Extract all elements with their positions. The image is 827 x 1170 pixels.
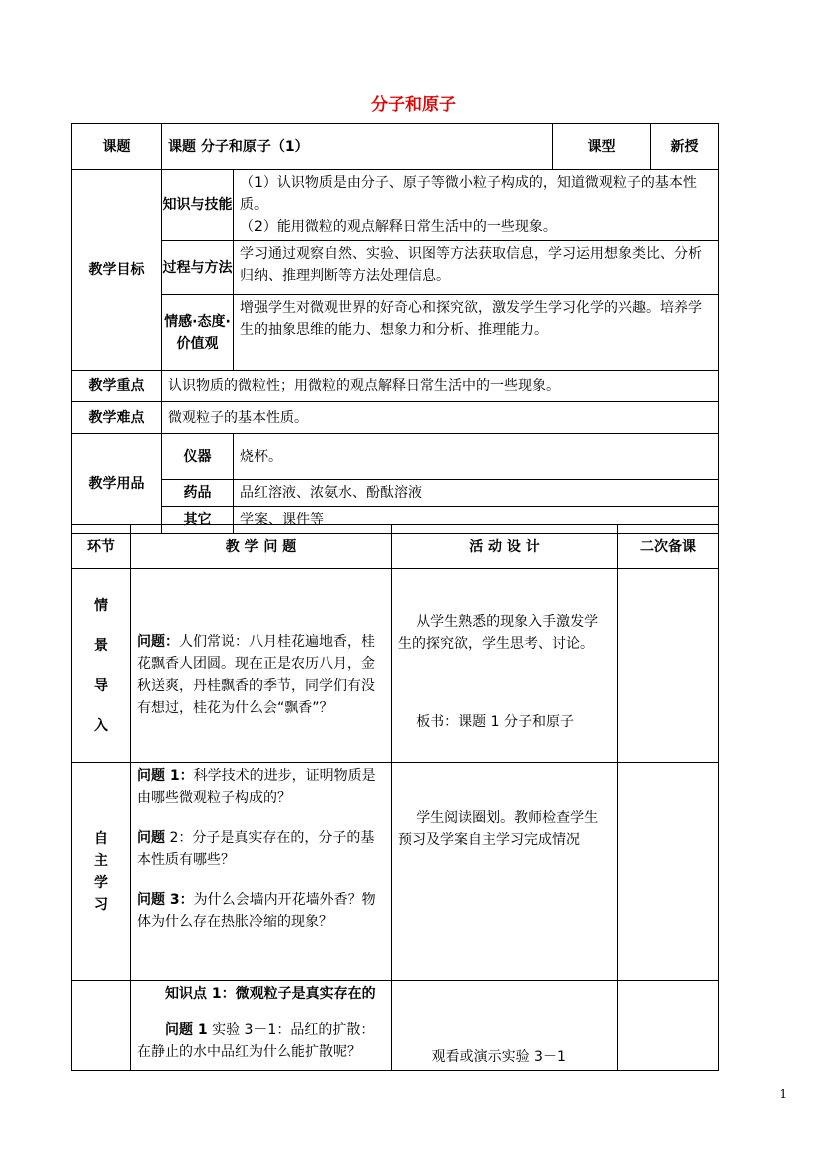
goal-text-emotion: 增强学生对微观世界的好奇心和探究欲，激发学生学习化学的兴趣。培养学生的抽象思维的能力、想象力和分析、推理能力。 [234,295,719,371]
knowledge-notes [618,981,719,1071]
stage-name-knowledge [72,981,131,1071]
goal-label-emotion: 情感·态度·价值观 [162,295,234,371]
key-point-label: 教学重点 [72,371,162,402]
material-label-other: 其它 [162,507,234,534]
intro-activity: 从学生熟悉的现象入手激发学生的探究欲，学生思考、讨论。 板书：课题 1 分子和原子 [392,569,618,763]
lesson-process-table [71,524,719,1071]
difficulty-label: 教学难点 [72,402,162,434]
goal-text-process: 学习通过观察自然、实验、识图等方法获取信息，学习运用想象类比、分析归纳、推理判断等方法处理信息。 [234,241,719,295]
intro-notes [618,569,719,763]
knowledge-activity: 观看或演示实验 3－1 [392,981,618,1071]
goals-label: 教学目标 [72,170,162,371]
page-number: 1 [779,1087,787,1101]
document-title: 分子和原子 [371,95,456,115]
goal-label-knowledge: 知识与技能 [162,170,234,241]
difficulty-value: 微观粒子的基本性质。 [162,402,719,434]
header-stage: 环节 [72,525,131,569]
material-value-chemicals: 品红溶液、浓氨水、酚酞溶液 [234,480,719,507]
header-activity: 活 动 设 计 [392,525,618,569]
goal-text-knowledge: （1）认识物质是由分子、原子等微小粒子构成的，知道微观粒子的基本性质。 （2）能用微粒的观点解释日常生活中的一些现象。 [234,170,719,241]
material-label-chemicals: 药品 [162,480,234,507]
goal-label-process: 过程与方法 [162,241,234,295]
course-value: 课题 分子和原子（1） [162,124,553,170]
type-value: 新授 [651,124,719,170]
material-label-instrument: 仪器 [162,434,234,480]
type-label: 课型 [553,124,651,170]
header-question: 教 学 问 题 [131,525,392,569]
header-notes: 二次备课 [618,525,719,569]
course-label: 课题 [72,124,162,170]
key-point-value: 认识物质的微粒性；用微粒的观点解释日常生活中的一些现象。 [162,371,719,402]
self-study-notes [618,763,719,981]
intro-question: 问题：人们常说：八月桂花遍地香，桂花飘香人团圆。现在正是农历八月，金秋送爽，丹桂飘香的季节，同学们有没有想过，桂花为什么会“飘香”？ [131,569,392,763]
knowledge-question: 知识点 1：微观粒子是真实存在的 问题 1 实验 3－1：品红的扩散：在静止的水中品红为什么能扩散呢？ [131,981,392,1071]
materials-label: 教学用品 [72,434,162,534]
self-study-questions: 问题 1：科学技术的进步，证明物质是由哪些微观粒子构成的？ 问题 2：分子是真实存在的，分子的基本性质有哪些？ 问题 3：为什么会墙内开花墙外香？物体为什么存在热胀冷缩的现象？ [131,763,392,981]
stage-name-self-study: 自 主 学 习 [72,763,131,981]
self-study-activity: 学生阅读圈划。教师检查学生预习及学案自主学习完成情况 [392,763,618,981]
lesson-info-table [71,123,719,534]
material-value-instrument: 烧杯。 [234,434,719,480]
stage-name-intro: 情 景 导 入 [72,569,131,763]
material-value-other: 学案、课件等 [234,507,719,534]
